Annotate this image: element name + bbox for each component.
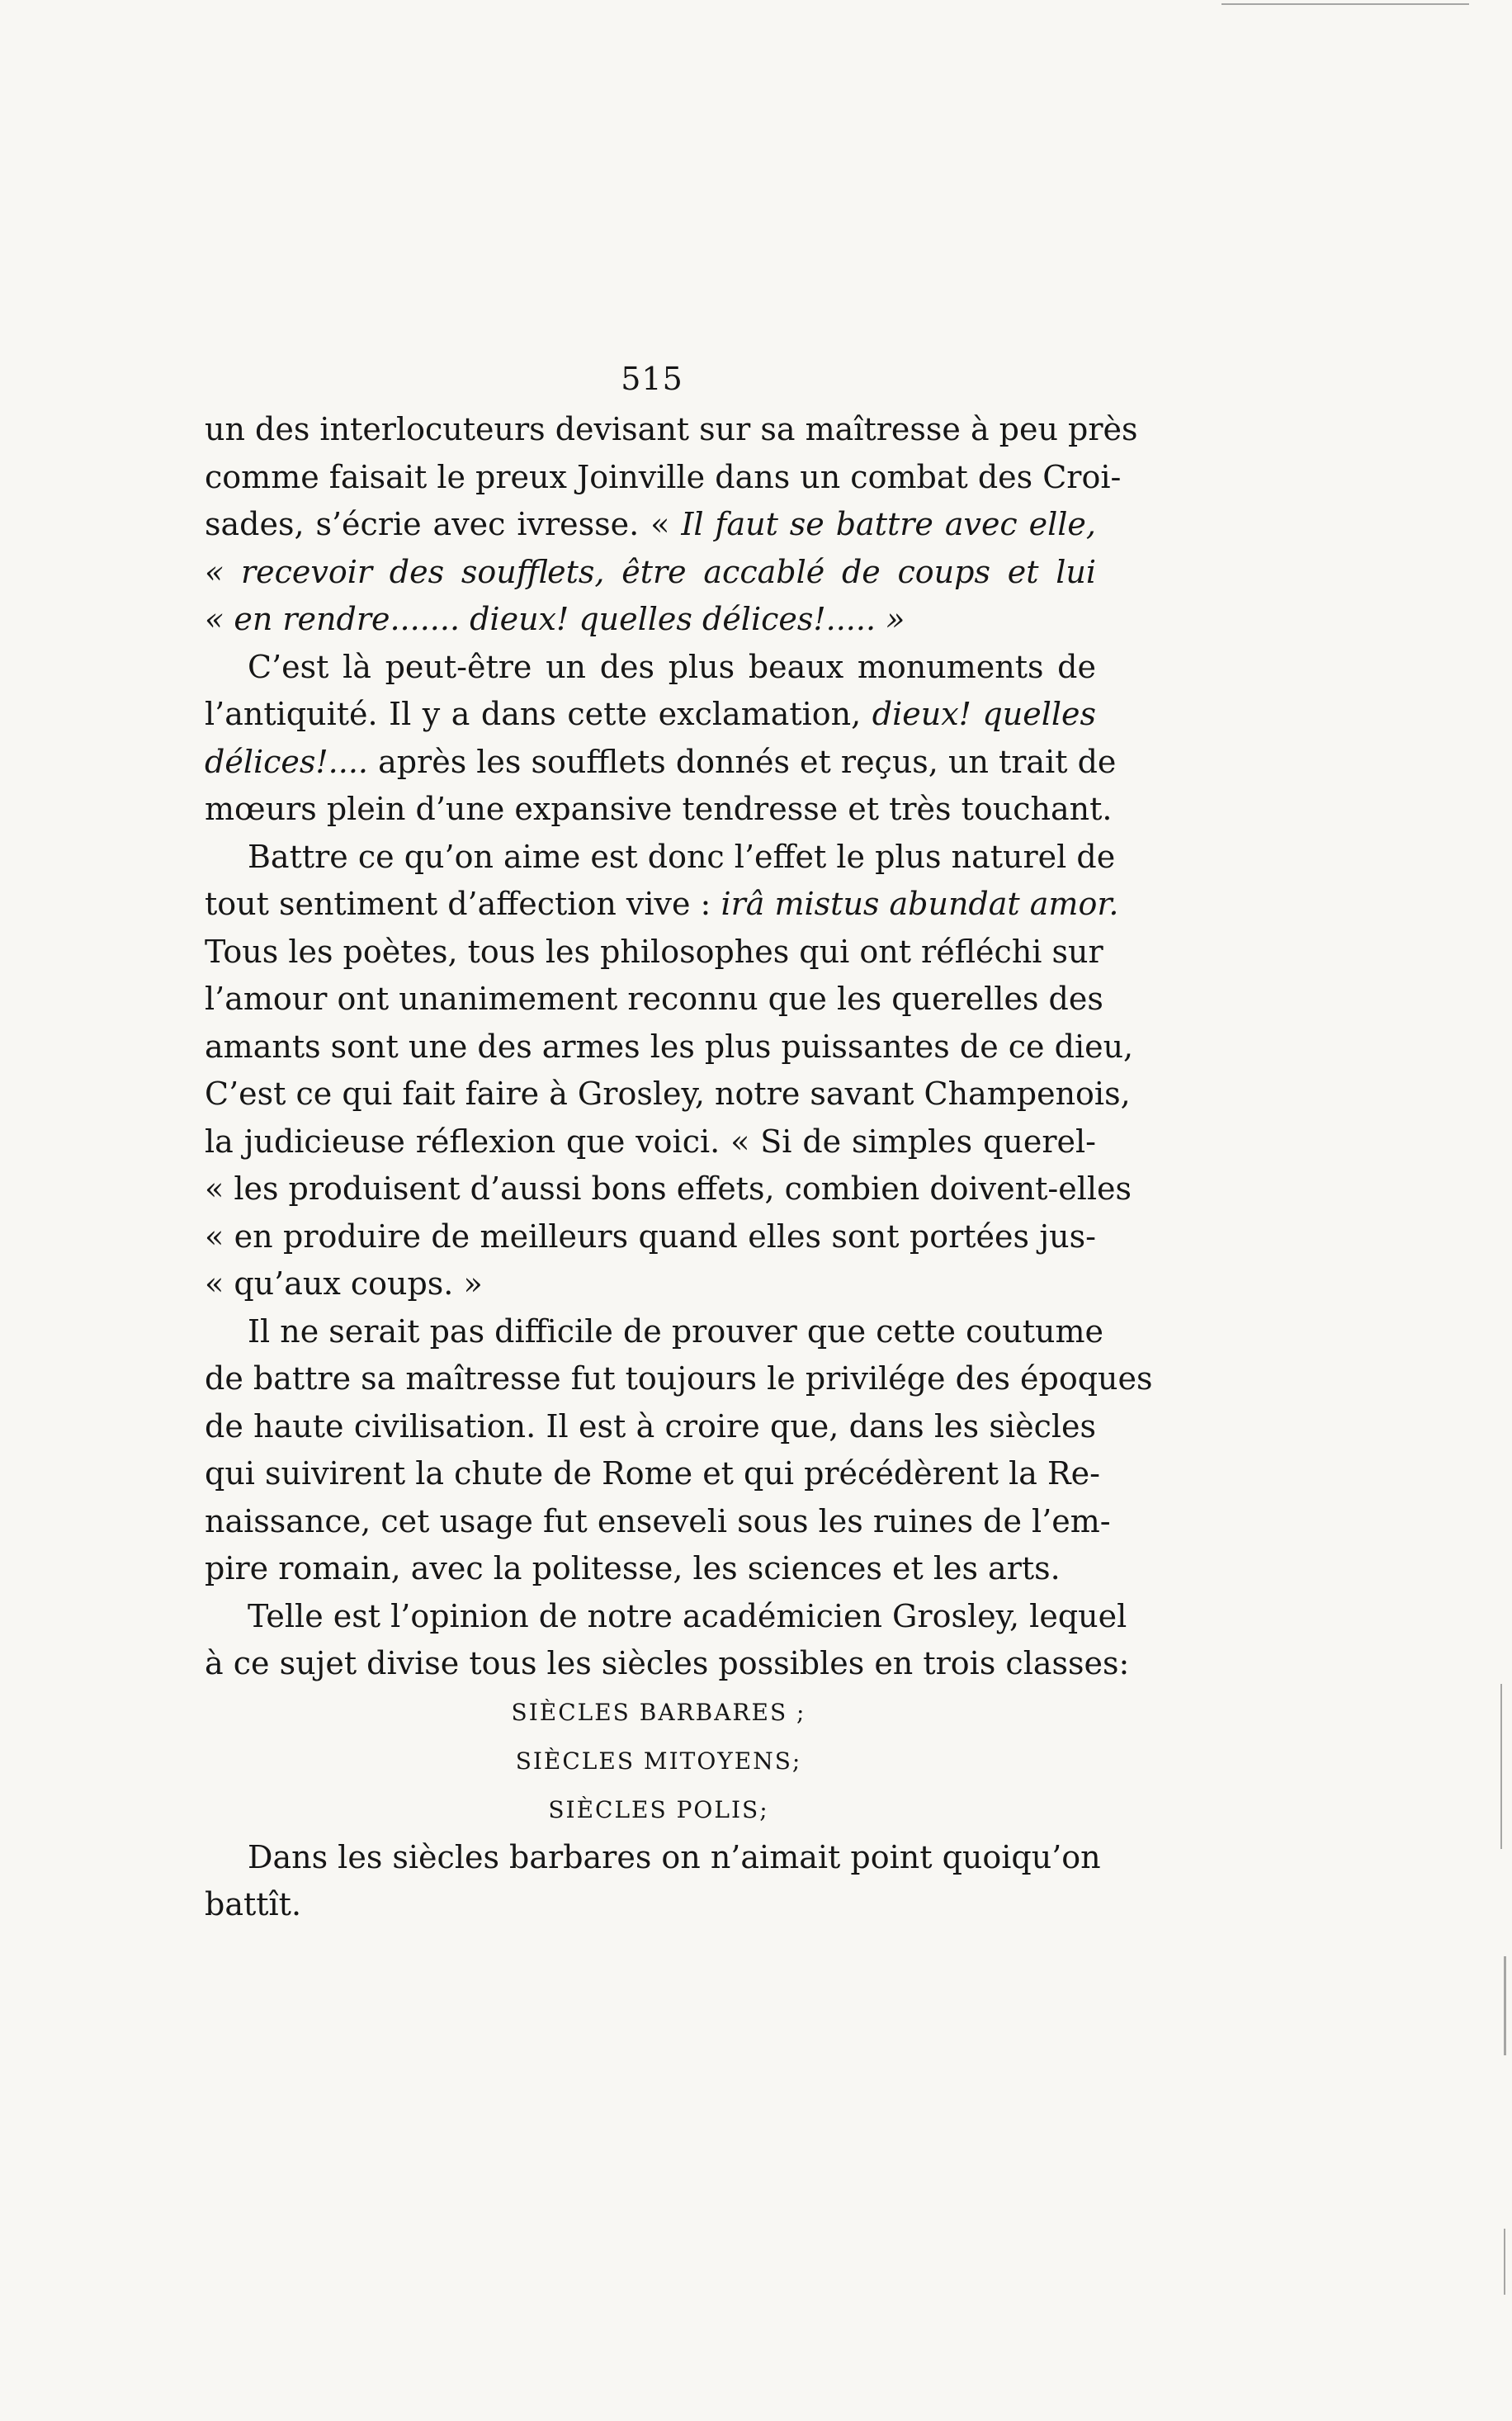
text-line: Dans les siècles barbares on n’aimait point quoiqu’on (248, 1838, 1101, 1875)
text-line: battît. (205, 1886, 302, 1922)
text-line: mœurs plein d’une expansive tendresse et très touchant. (205, 791, 1113, 827)
text-line: « les produisent d’aussi bons effets, combien doivent-elles (205, 1170, 1132, 1207)
page-number: 515 (621, 361, 683, 397)
text-line: C’est ce qui fait faire à Grosley, notre savant Champenois, (205, 1076, 1131, 1112)
text-line: C’est là peut-être un des plus beaux monuments de (248, 648, 1096, 685)
italic-quote: Il faut se battre avec elle, (681, 506, 1096, 542)
text-line: « en produire de meilleurs quand elles sont portées jus- (205, 1218, 1096, 1255)
text-line: Telle est l’opinion de notre académicien Grosley, lequel (248, 1597, 1127, 1634)
text-line-italic: « recevoir des soufflets, être accablé de coups et lui (205, 553, 1096, 590)
text-line: Tous les poètes, tous les philosophes qui ont réfléchi sur (205, 933, 1103, 970)
text-segment: tout sentiment d’affection vive : (205, 886, 721, 922)
text-line: de battre sa maîtresse fut toujours le privilége des époques (205, 1360, 1153, 1397)
scan-edge-mark (1504, 2229, 1505, 2295)
text-line: Battre ce qu’on aime est donc l’effet le plus naturel de (248, 838, 1116, 875)
text-line: la judicieuse réflexion que voici. « Si de simples querel- (205, 1123, 1096, 1160)
text-segment: l’antiquité. Il y a dans cette exclamation, (205, 696, 872, 732)
italic-quote: délices!.... (205, 743, 368, 780)
text-segment: sades, s’écrie avec ivresse. « (205, 506, 682, 542)
text-line (205, 691, 1096, 739)
list-item: SIÈCLES MITOYENS; (515, 1747, 802, 1775)
text-line: de haute civilisation. Il est à croire que, dans les siècles (205, 1407, 1096, 1445)
text-line (205, 881, 1119, 929)
text-segment: après les soufflets donnés et reçus, un trait de (367, 743, 1117, 780)
text-line (205, 739, 1117, 787)
text-line (205, 501, 1096, 549)
body-text (205, 406, 1153, 1929)
text-line: Il ne serait pas difficile de prouver que cette coutume (248, 1312, 1104, 1350)
text-line: « qu’aux coups. » (205, 1265, 483, 1302)
text-line: pire romain, avec la politesse, les sciences et les arts. (205, 1550, 1061, 1586)
scan-edge-mark (1500, 1684, 1502, 1849)
text-line: qui suivirent la chute de Rome et qui précédèrent la Re- (205, 1455, 1100, 1492)
italic-quote: dieux! quelles (872, 696, 1096, 732)
text-line: un des interlocuteurs devisant sur sa maîtresse à peu près (205, 411, 1138, 447)
text-line-italic: « en rendre....... dieux! quelles délices!..... » (205, 601, 905, 637)
scan-edge-mark (1504, 1956, 1506, 2055)
text-line: l’amour ont unanimement reconnu que les querelles des (205, 981, 1103, 1017)
scan-edge-mark (1221, 3, 1469, 5)
list-item: SIÈCLES POLIS; (548, 1795, 769, 1823)
text-line: comme faisait le preux Joinville dans un combat des Croi- (205, 458, 1122, 495)
italic-latin: irâ mistus abundat amor. (721, 886, 1119, 922)
text-line: amants sont une des armes les plus puissantes de ce dieu, (205, 1028, 1134, 1065)
text-line: naissance, cet usage fut enseveli sous les ruines de l’em- (205, 1502, 1111, 1539)
list-item: SIÈCLES BARBARES ; (511, 1698, 806, 1726)
text-line: à ce sujet divise tous les siècles possibles en trois classes: (205, 1645, 1130, 1681)
